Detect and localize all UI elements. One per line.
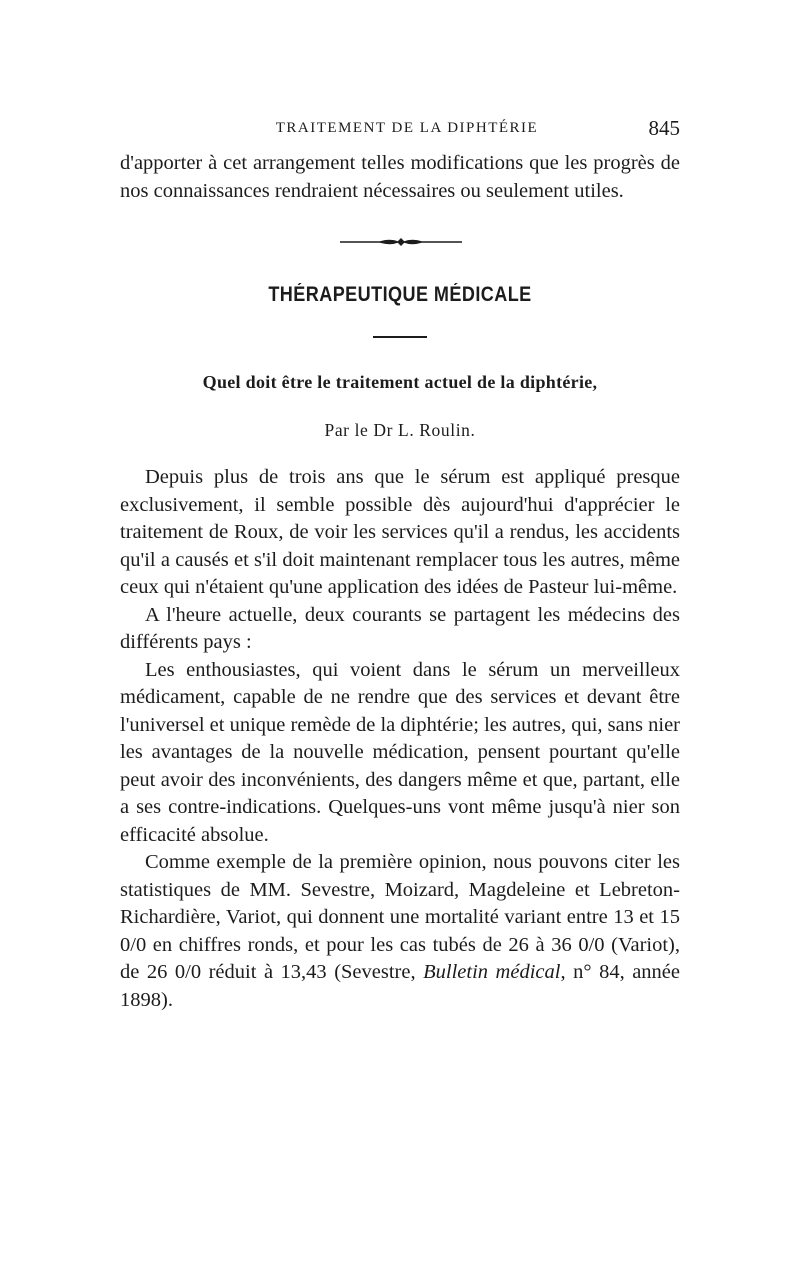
section-title: THÉRAPEUTIQUE MÉDICALE — [268, 283, 532, 306]
running-header — [120, 116, 680, 146]
citation-tail: , n° 84, année 1898). — [120, 961, 681, 1011]
body-paragraph: A l'heure actuelle, deux courants se partagent les médecins des différents pays : — [120, 603, 680, 653]
citation-text: Comme exemple de la première opinion, nous pouvons citer les statistiques de MM. Sevestre, Moizard, Magdeleine et Lebreton-Richardière, Variot, qui donnent une mortalité variant entre 13 et 15 0/0 en chiffres ronds, et pour les cas tubés de 26 à 36 0/0 (Variot), de 26 0/0 réduit à 13,43 (Sevestre, — [120, 851, 680, 983]
article-body — [120, 464, 680, 1014]
running-title: TRAITEMENT DE LA DIPHTÉRIE — [275, 120, 539, 136]
page-number: 845 — [648, 116, 680, 140]
body-paragraph: Depuis plus de trois ans que le sérum est appliqué presque exclusivement, il semble possible dès aujourd'hui d'apprécier le traitement de Roux, de voir les services qu'il a rendus, les accidents qu'il a causés et s'il doit maintenant remplacer tous les autres, même ceux qui n'étaient qu'une application des idées de Pasteur lui-même. — [120, 466, 680, 598]
article-title: Quel doit être le traitement actuel de la diphtérie, — [202, 372, 598, 392]
intro-paragraph: d'apporter à cet arrangement telles modifications que les progrès de nos connaissances rendraient nécessaires ou seulement utiles. — [120, 152, 680, 202]
body-paragraph-last — [120, 849, 680, 1014]
body-paragraph: Les enthousiastes, qui voient dans le sérum un merveilleux médicament, capable de ne rendre que des services et devant être l'universel et unique remède de la diphtérie; les autres, qui, sans nier les avantages de la nouvelle médication, pensent pourtant qu'elle peut avoir des inconvénients, des dangers même et que, partant, elle a ses contre-indications. Quelques-uns vont même jusqu'à nier son efficacité absolue. — [120, 658, 680, 846]
journal-title: Bulletin médical — [423, 961, 561, 983]
short-rule-divider — [373, 336, 427, 338]
intro-paragraph-block — [120, 150, 680, 205]
ornamental-separator — [340, 238, 462, 246]
article-byline: Par le Dr L. Roulin. — [324, 420, 476, 440]
